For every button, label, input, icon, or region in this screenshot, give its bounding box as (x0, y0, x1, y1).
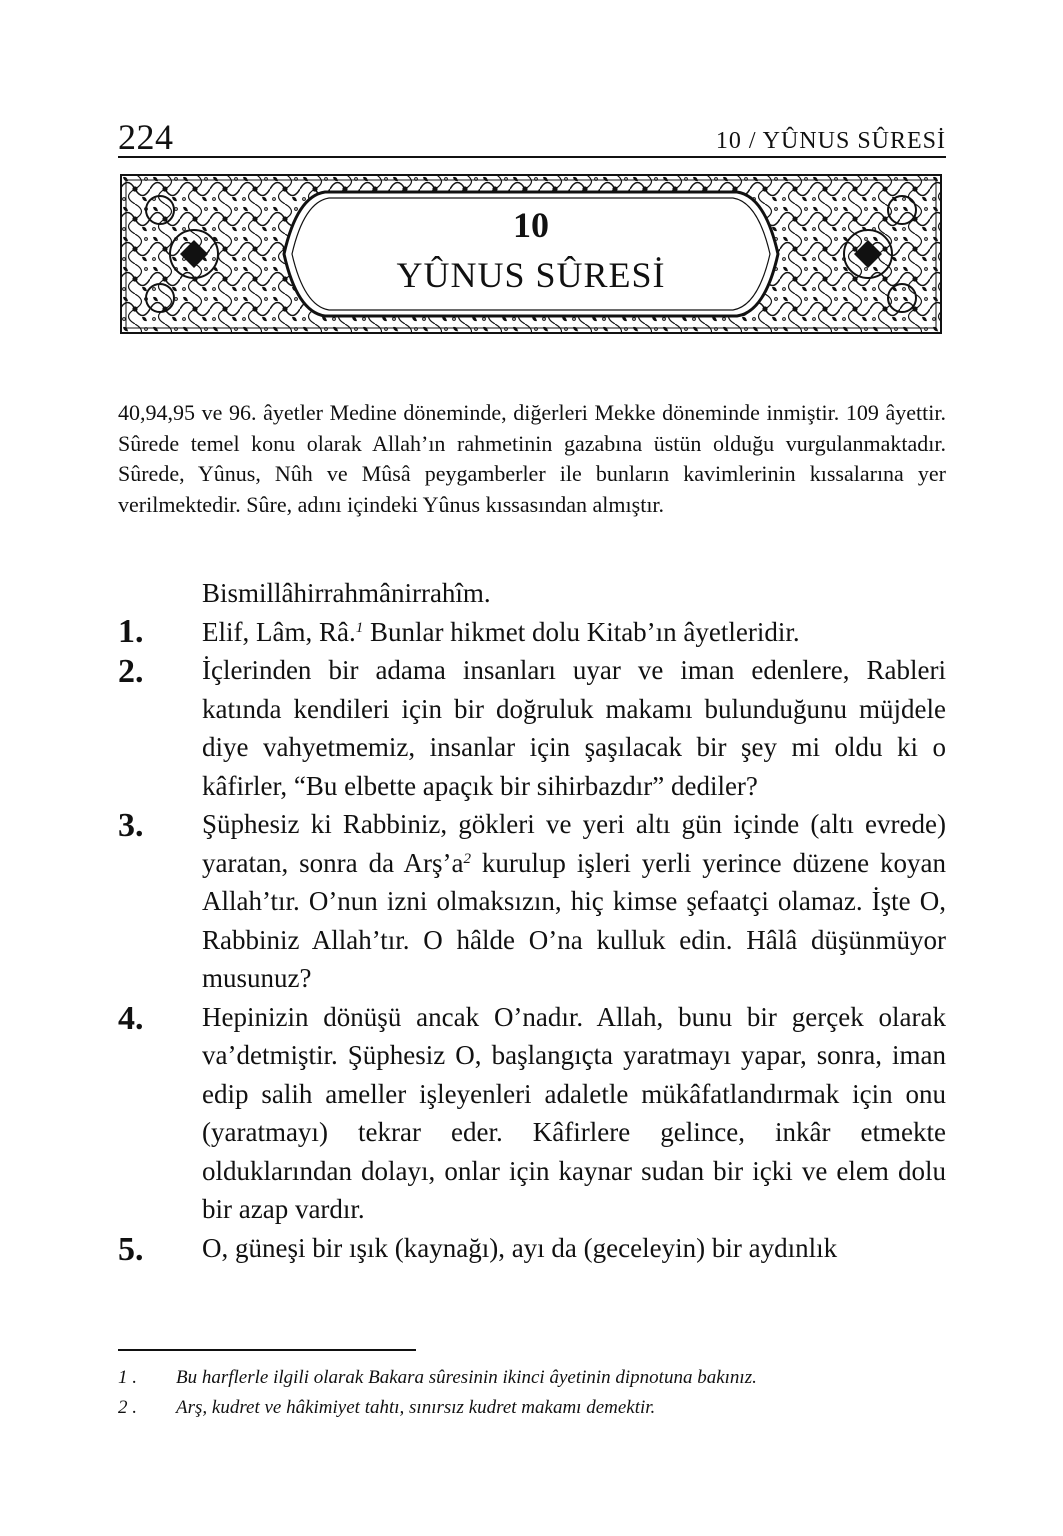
verse-list (118, 574, 946, 1267)
verse-number: 2. (118, 653, 144, 690)
footnote-rule (118, 1349, 416, 1351)
intro-text: 40,94,95 ve 96. âyetler Medine döneminde, diğerleri Mekke döneminde inmiştir. 109 âyettir. Sûrede temel konu olarak Allah’ın rahmetinin gazabına üstün olduğu vurgulanmaktadır. Sûrede, Yûnus, Nûh ve Mûsâ peygamberler ile bunların kavimlerinin kıssalarına yer verilmektedir. Sûre, adını içindeki Yûnus kıssasından almıştır. (118, 400, 946, 517)
verse-2 (118, 651, 946, 805)
footnote-ref[interactable]: 2 (463, 850, 471, 867)
footnote-1 (118, 1363, 946, 1393)
footnote-text: Arş, kudret ve hâkimiyet tahtı, sınırsız kudret makamı demektir. (176, 1397, 656, 1418)
intro-paragraph (118, 398, 946, 520)
footnote-number: 1 . (118, 1367, 137, 1388)
running-title: 10 / YÛNUS SÛRESİ (715, 128, 946, 154)
verse-number: 1. (118, 612, 144, 650)
verse-5 (118, 1229, 946, 1268)
page-number: 224 (118, 117, 174, 157)
verse-3 (118, 805, 946, 998)
chapter-number: 10 (513, 205, 549, 245)
footnote-2 (118, 1393, 946, 1423)
footnote-text: Bu harflerle ilgili olarak Bakara sûresinin ikinci âyetinin dipnotuna bakınız. (176, 1367, 757, 1388)
header-rule (118, 156, 946, 158)
verse-number: 3. (118, 807, 144, 844)
verse-text: kurulup işleri yerli yerince düzene koyan Allah’tır. O’nun izni olmaksızın, hiç kimse şefaatçi olamaz. İşte O, Rabbiniz Allah’tır. O hâlde O’na kulluk edin. Hâlâ düşünmüyor musunuz? (202, 847, 946, 993)
footnote-number: 2 . (118, 1397, 137, 1418)
verse-text: Hepinizin dönüşü ancak O’nadır. Allah, bunu bir gerçek olarak va’detmiştir. Şüphesiz O, başlangıçta yaratmayı yapar, sonra, iman edip salih ameller işleyenleri adaletle mükâfatlandırmak için onu (yaratmayı) tekrar eder. Kâfirlere gelince, inkâr etmekte olduklarından dolayı, onlar için kaynar sudan bir içki ve elem dolu bir azap vardır. (202, 1001, 946, 1224)
verse-number: 5. (118, 1230, 144, 1268)
verse-4 (118, 998, 946, 1229)
footnote-ref[interactable]: 1 (355, 619, 364, 636)
basmala: Bismillâhirrahmânirrahîm. (202, 578, 491, 608)
footnotes (118, 1363, 946, 1423)
verse-text: O, güneşi bir ışık (kaynağı), ayı da (geceleyin) bir aydınlık (202, 1232, 838, 1263)
verse-text: Bunlar hikmet dolu Kitab’ın âyetleridir. (363, 616, 800, 647)
verse-text: İçlerinden bir adama insanları uyar ve iman edenlere, Rableri katında kendileri için bir doğruluk makamı bulunduğunu müjdele diye vahyetmemiz, insanlar için şaşılacak bir şey mi oldu ki o kâfirler, “Bu elbette apaçık bir sihirbazdır” dediler? (202, 655, 946, 801)
verse-text: Elif, Lâm, Râ. (202, 616, 356, 647)
chapter-title: YÛNUS SÛRESİ (396, 255, 666, 295)
verse-text: Şüphesiz ki Rabbiniz, gökleri ve yeri altı gün içinde (altı evrede) yaratan, sonra da Arş’a (202, 809, 946, 878)
running-head (118, 112, 946, 158)
verse-number: 4. (118, 999, 144, 1037)
chapter-banner (120, 174, 942, 334)
verse-1 (118, 613, 946, 652)
